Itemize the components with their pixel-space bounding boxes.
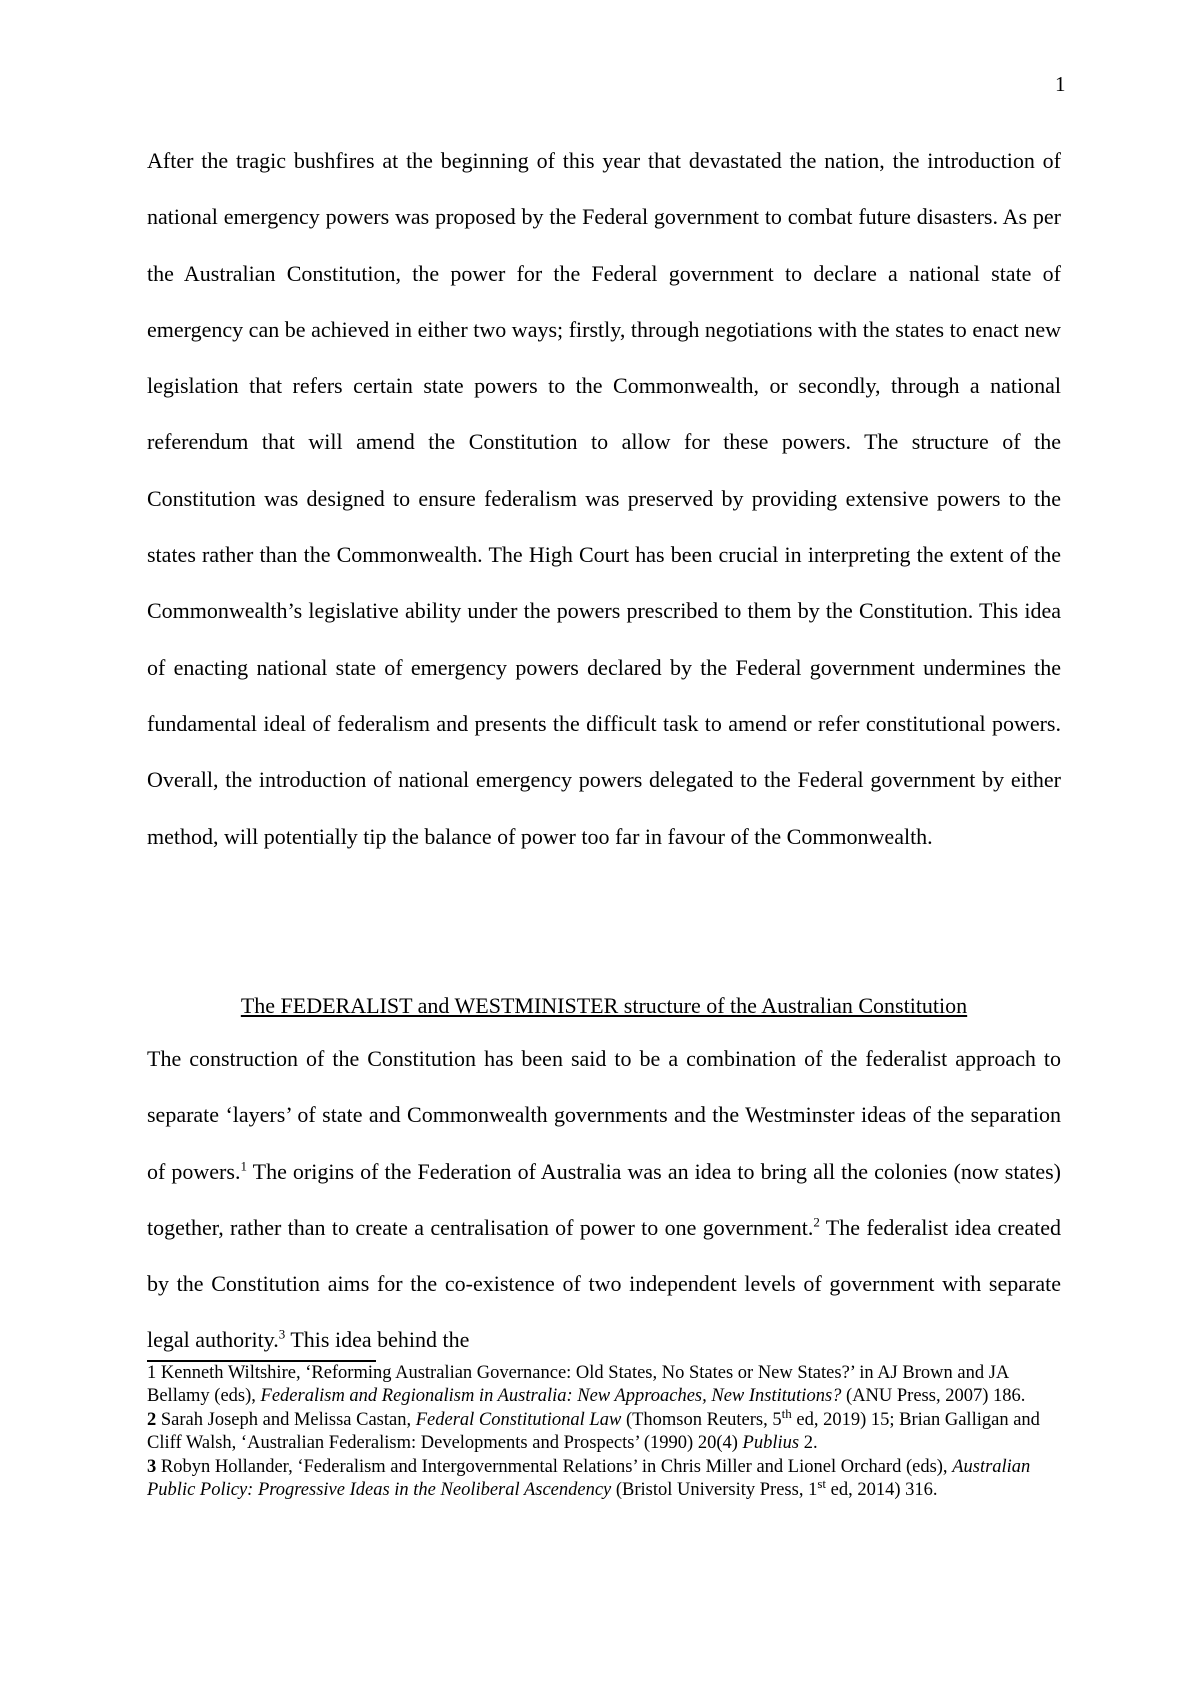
footnote-text: Kenneth Wiltshire, ‘Reforming Australian Governance: Old States, No States or New States?’ in AJ Brown and JA Bellamy (eds), [147,1363,1009,1406]
footnote-ref-1[interactable]: 1 [240,1158,247,1174]
footnote-ref-3[interactable]: 3 [278,1327,286,1343]
footnote-text: ed, 2014) 316. [826,1479,938,1500]
footnotes [147,1362,1069,1503]
paragraph-text: The construction of the Constitution has been said to be a combination of the federalist approach to separate ‘layers’ of state and Commonwealth governments and the Westminster ideas of the separation of powers. [147,1046,1061,1184]
footnote-superscript: st [817,1475,826,1491]
footnote-text: ed, 2019) 15; Brian Galligan and Cliff Walsh, ‘Australian Federalism: Developments and Prospects’ (1990) 20(4) [147,1410,1040,1453]
footnote-number: 3 [147,1457,157,1477]
body-paragraph [147,1031,1061,1369]
footnote-text: 2. [799,1432,818,1453]
footnote-3 [147,1456,1069,1501]
footnote-number: 1 [147,1363,157,1383]
footnote-superscript: th [781,1405,792,1421]
footnote-text: (Thomson Reuters, 5 [621,1410,782,1430]
footnote-text: (ANU Press, 2007) 186. [841,1385,1026,1406]
footnote-text: Sarah Joseph and Melissa Castan, [156,1410,416,1430]
footnote-title: Australian Public Policy: Progressive Ideas in the Neoliberal Ascendency [147,1457,1031,1500]
footnote-number: 2 [147,1410,157,1430]
footnote-title: Federal Constitutional Law [415,1410,622,1430]
footnote-2 [147,1405,1069,1454]
footnote-title: Federalism and Regionalism in Australia: New Approaches, New Institutions? [260,1385,842,1406]
footnote-text: Robyn Hollander, ‘Federalism and Intergovernmental Relations’ in Chris Miller and Lionel Orchard (eds), [156,1457,953,1477]
footnote-1 [147,1362,1069,1407]
paragraph-text: This idea behind the [285,1327,470,1353]
footnote-title: Publius [742,1432,800,1453]
intro-paragraph: After the tragic bushfires at the beginning of this year that devastated the nation, the introduction of national emergency powers was proposed by the Federal government to combat future disasters. As per the Australian Constitution, the power for the Federal government to declare a national state of emergency can be achieved in either two ways; firstly, through negotiations with the states to enact new legislation that refers certain state powers to the Commonwealth, or secondly, through a national referendum that will amend the Constitution to allow for these powers. The structure of the Constitution was designed to ensure federalism was preserved by providing extensive powers to the states rather than the Commonwealth. The High Court has been crucial in interpreting the extent of the Commonwealth’s legislative ability under the powers prescribed to them by the Constitution. This idea of enacting national state of emergency powers declared by the Federal government undermines the fundamental ideal of federalism and presents the difficult task to amend or refer constitutional powers. Overall, the introduction of national emergency powers delegated to the Federal government by either method, will potentially tip the balance of power too far in favour of the Commonwealth. [147,148,1061,849]
section-heading: The FEDERALIST and WESTMINISTER structure of the Australian Constitution [240,993,968,1018]
paragraph-text: The origins of the Federation of Australia was an idea to bring all the colonies (now states) together, rather than to create a centralisation of power to one government. [147,1158,1061,1240]
footnote-text: (Bristol University Press, 1 [611,1479,818,1500]
footnote-ref-2[interactable]: 2 [813,1214,820,1230]
paragraph-text: The federalist idea created by the Constitution aims for the co-existence of two independent levels of government with separate legal authority. [147,1214,1062,1353]
page-number: 1 [1055,72,1066,96]
